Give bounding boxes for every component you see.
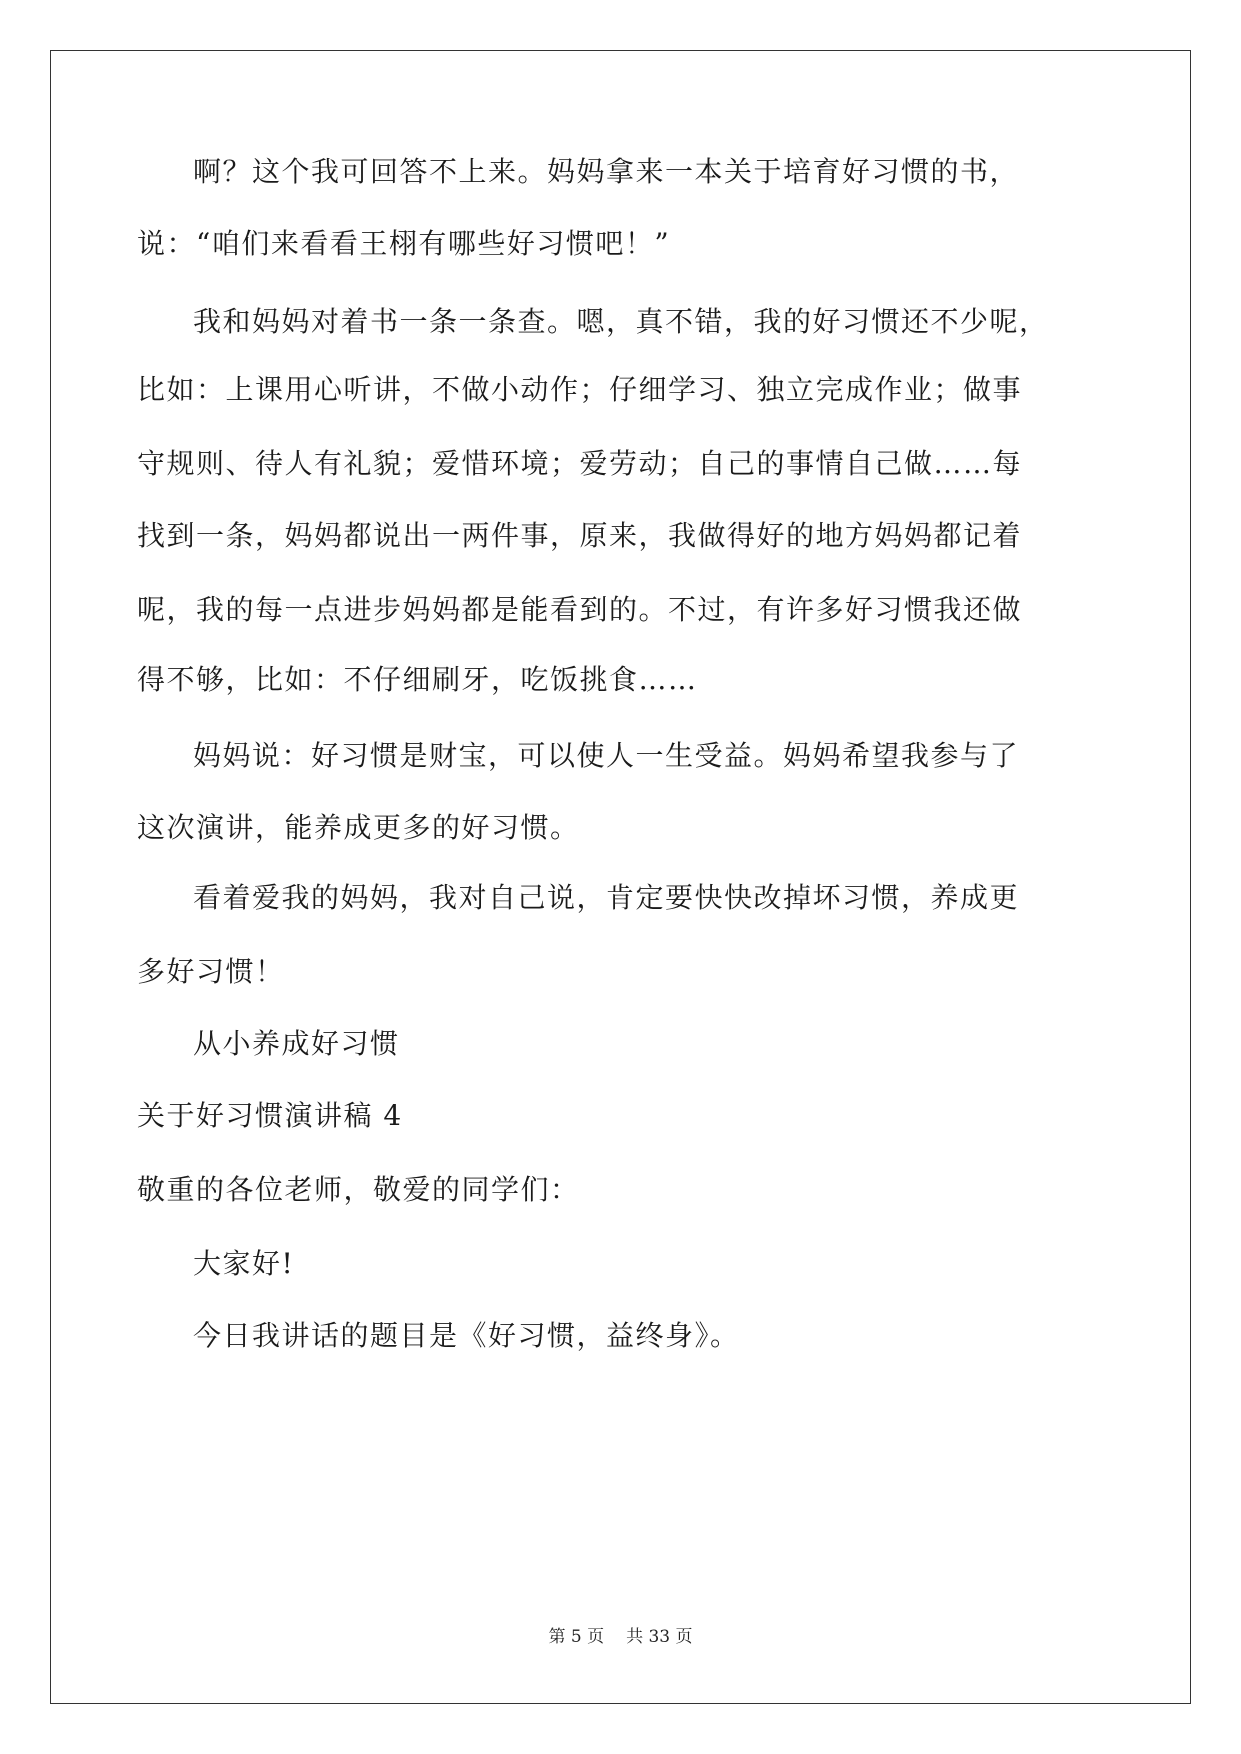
page-number: 第 5 页 xyxy=(548,1627,605,1647)
text-line: 呢，我的每一点进步妈妈都是能看到的。不过，有许多好习惯我还做 xyxy=(137,593,1023,626)
text-line: 得不够，比如：不仔细刷牙，吃饭挑食…… xyxy=(137,663,698,696)
text-line: 今日我讲话的题目是《好习惯，益终身》。 xyxy=(193,1319,740,1352)
text-line: 我和妈妈对着书一条一条查。嗯，真不错，我的好习惯还不少呢， xyxy=(193,305,1049,338)
text-line: 看着爱我的妈妈，我对自己说，肯定要快快改掉坏习惯，养成更 xyxy=(193,881,1020,914)
text-line: 说：“咱们来看看王栩有哪些好习惯吧！” xyxy=(137,227,671,260)
page-border xyxy=(50,50,1191,1704)
text-line: 妈妈说：好习惯是财宝，可以使人一生受益。妈妈希望我参与了 xyxy=(193,739,1020,772)
text-line: 多好习惯！ xyxy=(137,955,285,988)
text-line: 啊？这个我可回答不上来。妈妈拿来一本关于培育好习惯的书， xyxy=(193,155,1020,188)
section-heading: 关于好习惯演讲稿 4 xyxy=(137,1099,403,1132)
section-title: 从小养成好习惯 xyxy=(193,1027,400,1060)
greeting: 大家好! xyxy=(193,1247,295,1280)
salutation: 敬重的各位老师，敬爱的同学们： xyxy=(137,1173,580,1206)
text-line: 守规则、待人有礼貌；爱惜环境；爱劳动；自己的事情自己做……每 xyxy=(137,447,1023,480)
page-total: 共 33 页 xyxy=(626,1627,693,1647)
text-line: 比如：上课用心听讲，不做小动作；仔细学习、独立完成作业；做事 xyxy=(137,373,1023,406)
text-line: 这次演讲，能养成更多的好习惯。 xyxy=(137,811,580,844)
text-line: 找到一条，妈妈都说出一两件事，原来，我做得好的地方妈妈都记着 xyxy=(137,519,1023,552)
page-footer xyxy=(0,1622,1241,1647)
